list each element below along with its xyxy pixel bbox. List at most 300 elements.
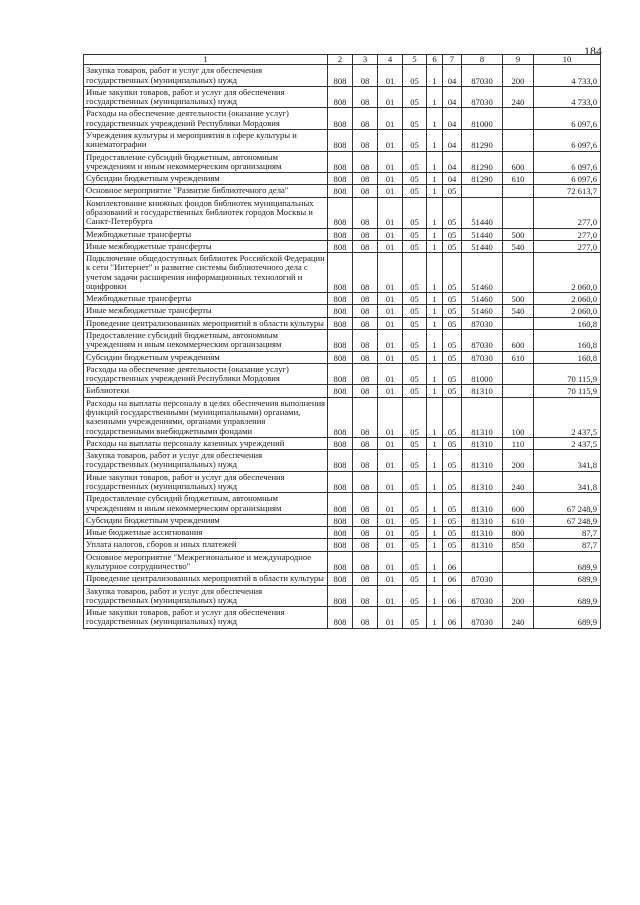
item-name-cell: Субсидии бюджетным учреждениям [84,173,328,185]
code-event-cell: 05 [443,228,462,240]
code-subprogram-cell: 1 [427,437,443,449]
code-program-cell: 05 [403,65,427,87]
table-row [84,527,601,539]
code-section-cell: 08 [353,108,378,130]
code-target-cell: 87030 [462,330,503,352]
amount-cell: 67 248,9 [534,493,601,515]
amount-cell: 70 115,9 [534,363,601,385]
code-ministry-cell: 808 [328,437,353,449]
code-event-cell: 06 [443,585,462,607]
code-program-cell: 05 [403,240,427,252]
item-name-cell: Предоставление субсидий бюджетным, автономным учреждениям и иным некоммерческим организациям [84,493,328,515]
code-ministry-cell: 808 [328,351,353,363]
table-row [84,197,601,228]
code-section-cell: 08 [353,551,378,573]
item-name-cell: Субсидии бюджетным учреждениям [84,351,328,363]
code-expense-type-cell: 500 [503,228,534,240]
code-target-cell: 81310 [462,514,503,526]
code-subsection-cell: 01 [378,471,403,493]
table-row [84,65,601,87]
code-section-cell: 08 [353,330,378,352]
code-event-cell: 05 [443,185,462,197]
header-cell: 1 [84,55,328,65]
code-target-cell [462,551,503,573]
code-section-cell: 08 [353,240,378,252]
code-program-cell: 05 [403,539,427,551]
code-program-cell: 05 [403,437,427,449]
code-ministry-cell: 808 [328,240,353,252]
code-subsection-cell: 01 [378,173,403,185]
code-ministry-cell: 808 [328,539,353,551]
code-subprogram-cell: 1 [427,240,443,252]
code-section-cell: 08 [353,351,378,363]
code-ministry-cell: 808 [328,228,353,240]
code-expense-type-cell [503,108,534,130]
code-subsection-cell: 01 [378,493,403,515]
code-program-cell: 05 [403,385,427,397]
code-expense-type-cell: 200 [503,585,534,607]
code-expense-type-cell: 200 [503,65,534,87]
item-name-cell: Библиотеки [84,385,328,397]
code-section-cell: 08 [353,471,378,493]
code-target-cell: 81290 [462,173,503,185]
code-subsection-cell: 01 [378,240,403,252]
code-subprogram-cell: 1 [427,363,443,385]
table-row [84,293,601,305]
code-event-cell: 05 [443,385,462,397]
code-expense-type-cell [503,197,534,228]
code-subsection-cell: 01 [378,585,403,607]
code-program-cell: 05 [403,493,427,515]
code-expense-type-cell: 850 [503,539,534,551]
code-subprogram-cell: 1 [427,527,443,539]
code-subsection-cell: 01 [378,185,403,197]
amount-cell: 341,8 [534,471,601,493]
item-name-cell: Иные закупки товаров, работ и услуг для обеспечения государственных (муниципальных) нужд [84,607,328,629]
code-expense-type-cell: 600 [503,330,534,352]
code-event-cell: 04 [443,65,462,87]
amount-cell: 277,0 [534,197,601,228]
code-event-cell: 05 [443,305,462,317]
code-subprogram-cell: 1 [427,539,443,551]
header-cell: 8 [462,55,503,65]
code-event-cell: 04 [443,151,462,173]
code-expense-type-cell [503,385,534,397]
item-name-cell: Подключение общедоступных библиотек Российской Федерации к сети "Интернет" и развитие системы библиотечного дела с учетом задачи расширения информационных технологий и оцифровки [84,253,328,293]
code-ministry-cell: 808 [328,65,353,87]
code-ministry-cell: 808 [328,471,353,493]
code-event-cell: 05 [443,437,462,449]
table-row [84,173,601,185]
code-ministry-cell: 808 [328,305,353,317]
code-ministry-cell: 808 [328,197,353,228]
code-section-cell: 08 [353,197,378,228]
code-program-cell: 05 [403,363,427,385]
code-section-cell: 08 [353,293,378,305]
code-expense-type-cell [503,363,534,385]
table-row [84,551,601,573]
code-subsection-cell: 01 [378,65,403,87]
code-expense-type-cell: 100 [503,397,534,437]
code-subprogram-cell: 1 [427,173,443,185]
code-target-cell: 51460 [462,293,503,305]
code-target-cell: 87030 [462,351,503,363]
code-target-cell: 81310 [462,397,503,437]
item-name-cell: Иные бюджетные ассигнования [84,527,328,539]
code-event-cell: 05 [443,539,462,551]
code-section-cell: 08 [353,450,378,472]
code-ministry-cell: 808 [328,363,353,385]
item-name-cell: Проведение централизованных мероприятий в области культуры [84,573,328,585]
code-event-cell: 05 [443,363,462,385]
code-event-cell: 04 [443,86,462,108]
header-cell: 7 [443,55,462,65]
code-subsection-cell: 01 [378,385,403,397]
code-section-cell: 08 [353,539,378,551]
table-row [84,151,601,173]
amount-cell: 341,8 [534,450,601,472]
code-ministry-cell: 808 [328,173,353,185]
table-row [84,573,601,585]
table-body [84,65,601,628]
code-program-cell: 05 [403,607,427,629]
code-subprogram-cell: 1 [427,450,443,472]
code-subsection-cell: 01 [378,228,403,240]
code-subsection-cell: 01 [378,363,403,385]
code-target-cell: 81310 [462,450,503,472]
code-subprogram-cell: 1 [427,317,443,329]
table-row [84,330,601,352]
code-expense-type-cell: 600 [503,151,534,173]
code-event-cell: 06 [443,607,462,629]
code-expense-type-cell: 240 [503,86,534,108]
table-row [84,539,601,551]
code-target-cell: 81310 [462,527,503,539]
code-event-cell: 05 [443,527,462,539]
code-subprogram-cell: 1 [427,573,443,585]
code-section-cell: 08 [353,437,378,449]
code-expense-type-cell: 540 [503,305,534,317]
amount-cell: 277,0 [534,228,601,240]
page-number: 184 [584,44,602,58]
table-row [84,607,601,629]
item-name-cell: Расходы на обеспечение деятельности (оказание услуг) государственных учреждений Республики Мордовия [84,363,328,385]
table-row [84,108,601,130]
item-name-cell: Закупка товаров, работ и услуг для обеспечения государственных (муниципальных) нужд [84,65,328,87]
amount-cell: 2 437,5 [534,437,601,449]
item-name-cell: Предоставление субсидий бюджетным, автономным учреждениям и иным некоммерческим организациям [84,151,328,173]
code-ministry-cell: 808 [328,527,353,539]
code-ministry-cell: 808 [328,185,353,197]
code-expense-type-cell: 540 [503,240,534,252]
code-target-cell: 87030 [462,607,503,629]
code-subsection-cell: 01 [378,305,403,317]
code-ministry-cell: 808 [328,385,353,397]
code-expense-type-cell: 600 [503,493,534,515]
header-cell: 5 [403,55,427,65]
code-subsection-cell: 01 [378,129,403,151]
code-section-cell: 08 [353,228,378,240]
code-expense-type-cell: 610 [503,173,534,185]
item-name-cell: Проведение централизованных мероприятий в области культуры [84,317,328,329]
code-subsection-cell: 01 [378,397,403,437]
code-subsection-cell: 01 [378,197,403,228]
table-row [84,228,601,240]
code-section-cell: 08 [353,493,378,515]
code-target-cell: 81290 [462,129,503,151]
code-expense-type-cell: 240 [503,471,534,493]
code-section-cell: 08 [353,173,378,185]
code-expense-type-cell [503,253,534,293]
code-subprogram-cell: 1 [427,471,443,493]
item-name-cell: Комплектование книжных фондов библиотек муниципальных образований и государственных библиотек городов Москвы и Санкт-Петербурга [84,197,328,228]
table-row [84,317,601,329]
table-row [84,437,601,449]
code-event-cell: 05 [443,397,462,437]
code-ministry-cell: 808 [328,397,353,437]
code-subprogram-cell: 1 [427,253,443,293]
code-section-cell: 08 [353,305,378,317]
code-expense-type-cell: 240 [503,607,534,629]
amount-cell: 70 115,9 [534,385,601,397]
code-subsection-cell: 01 [378,437,403,449]
header-cell: 10 [534,55,601,65]
code-subsection-cell: 01 [378,108,403,130]
code-event-cell: 04 [443,173,462,185]
code-subprogram-cell: 1 [427,228,443,240]
code-expense-type-cell [503,551,534,573]
code-subsection-cell: 01 [378,514,403,526]
table-header-row [84,55,601,65]
code-subprogram-cell: 1 [427,493,443,515]
code-program-cell: 05 [403,293,427,305]
code-target-cell [462,185,503,197]
code-program-cell: 05 [403,585,427,607]
code-event-cell: 06 [443,551,462,573]
code-event-cell: 04 [443,108,462,130]
amount-cell: 2 437,5 [534,397,601,437]
code-program-cell: 05 [403,351,427,363]
code-subsection-cell: 01 [378,573,403,585]
code-program-cell: 05 [403,450,427,472]
code-subsection-cell: 01 [378,253,403,293]
code-subprogram-cell: 1 [427,129,443,151]
code-ministry-cell: 808 [328,514,353,526]
code-subprogram-cell: 1 [427,185,443,197]
code-target-cell: 81310 [462,539,503,551]
code-ministry-cell: 808 [328,330,353,352]
header-cell: 9 [503,55,534,65]
header-cell: 3 [353,55,378,65]
code-event-cell: 05 [443,253,462,293]
code-ministry-cell: 808 [328,86,353,108]
table-row [84,305,601,317]
code-subsection-cell: 01 [378,527,403,539]
table-row [84,385,601,397]
item-name-cell: Иные закупки товаров, работ и услуг для обеспечения государственных (муниципальных) нужд [84,471,328,493]
code-target-cell: 87030 [462,585,503,607]
code-program-cell: 05 [403,253,427,293]
table-row [84,351,601,363]
amount-cell: 87,7 [534,527,601,539]
code-event-cell: 05 [443,293,462,305]
code-subsection-cell: 01 [378,539,403,551]
code-target-cell: 81310 [462,471,503,493]
amount-cell: 6 097,6 [534,108,601,130]
code-target-cell: 81000 [462,363,503,385]
code-event-cell: 06 [443,573,462,585]
code-subprogram-cell: 1 [427,607,443,629]
code-event-cell: 05 [443,450,462,472]
code-section-cell: 08 [353,151,378,173]
code-event-cell: 05 [443,330,462,352]
code-expense-type-cell: 200 [503,450,534,472]
amount-cell: 2 060,0 [534,253,601,293]
code-program-cell: 05 [403,129,427,151]
item-name-cell: Основное мероприятие "Межрегиональное и международное культурное сотрудничество" [84,551,328,573]
code-subsection-cell: 01 [378,450,403,472]
code-ministry-cell: 808 [328,293,353,305]
code-section-cell: 08 [353,363,378,385]
code-expense-type-cell [503,129,534,151]
code-section-cell: 08 [353,317,378,329]
table-row [84,493,601,515]
code-subprogram-cell: 1 [427,385,443,397]
code-subprogram-cell: 1 [427,305,443,317]
item-name-cell: Закупка товаров, работ и услуг для обеспечения государственных (муниципальных) нужд [84,450,328,472]
table-row [84,240,601,252]
code-subprogram-cell: 1 [427,197,443,228]
code-expense-type-cell [503,185,534,197]
item-name-cell: Субсидии бюджетным учреждениям [84,514,328,526]
amount-cell: 87,7 [534,539,601,551]
code-program-cell: 05 [403,514,427,526]
code-section-cell: 08 [353,573,378,585]
code-subsection-cell: 01 [378,351,403,363]
item-name-cell: Расходы на обеспечение деятельности (оказание услуг) государственных учреждений Республики Мордовия [84,108,328,130]
code-section-cell: 08 [353,65,378,87]
code-ministry-cell: 808 [328,573,353,585]
code-expense-type-cell [503,317,534,329]
code-program-cell: 05 [403,527,427,539]
code-program-cell: 05 [403,228,427,240]
code-subprogram-cell: 1 [427,108,443,130]
code-section-cell: 08 [353,185,378,197]
code-ministry-cell: 808 [328,108,353,130]
code-section-cell: 08 [353,86,378,108]
amount-cell: 6 097,6 [534,173,601,185]
amount-cell: 689,9 [534,607,601,629]
code-event-cell: 05 [443,471,462,493]
amount-cell: 277,0 [534,240,601,252]
code-subprogram-cell: 1 [427,293,443,305]
code-subsection-cell: 01 [378,317,403,329]
code-ministry-cell: 808 [328,151,353,173]
amount-cell: 2 060,0 [534,305,601,317]
code-subprogram-cell: 1 [427,86,443,108]
code-expense-type-cell: 500 [503,293,534,305]
code-subprogram-cell: 1 [427,397,443,437]
table-row [84,129,601,151]
code-target-cell: 87030 [462,317,503,329]
code-section-cell: 08 [353,385,378,397]
code-target-cell: 81310 [462,385,503,397]
code-target-cell: 51460 [462,305,503,317]
code-target-cell: 87030 [462,573,503,585]
header-cell: 6 [427,55,443,65]
code-subprogram-cell: 1 [427,330,443,352]
code-target-cell: 51440 [462,228,503,240]
code-event-cell: 05 [443,493,462,515]
code-event-cell: 05 [443,351,462,363]
amount-cell: 4 733,0 [534,65,601,87]
code-subsection-cell: 01 [378,151,403,173]
table-row [84,86,601,108]
item-name-cell: Закупка товаров, работ и услуг для обеспечения государственных (муниципальных) нужд [84,585,328,607]
code-ministry-cell: 808 [328,607,353,629]
amount-cell: 67 248,9 [534,514,601,526]
amount-cell: 4 733,0 [534,86,601,108]
amount-cell: 689,9 [534,585,601,607]
code-section-cell: 08 [353,129,378,151]
code-ministry-cell: 808 [328,253,353,293]
code-program-cell: 05 [403,108,427,130]
item-name-cell: Расходы на выплаты персоналу казенных учреждений [84,437,328,449]
code-expense-type-cell: 800 [503,527,534,539]
code-subprogram-cell: 1 [427,551,443,573]
table-row [84,363,601,385]
item-name-cell: Межбюджетные трансферты [84,228,328,240]
code-subprogram-cell: 1 [427,351,443,363]
code-section-cell: 08 [353,585,378,607]
code-event-cell: 05 [443,317,462,329]
item-name-cell: Расходы на выплаты персоналу в целях обеспечения выполнения функций государственными (муниципальными) органами, казенными учреждениями, органами управления государственными внебюджетными фондами [84,397,328,437]
header-cell: 4 [378,55,403,65]
item-name-cell: Межбюджетные трансферты [84,293,328,305]
table-row [84,471,601,493]
code-program-cell: 05 [403,151,427,173]
item-name-cell: Уплата налогов, сборов и иных платежей [84,539,328,551]
code-expense-type-cell: 110 [503,437,534,449]
code-section-cell: 08 [353,253,378,293]
code-subprogram-cell: 1 [427,151,443,173]
code-ministry-cell: 808 [328,317,353,329]
item-name-cell: Иные межбюджетные трансферты [84,305,328,317]
budget-table [83,54,601,629]
code-program-cell: 05 [403,551,427,573]
table-row [84,585,601,607]
code-subprogram-cell: 1 [427,585,443,607]
code-ministry-cell: 808 [328,129,353,151]
amount-cell: 160,8 [534,317,601,329]
code-program-cell: 05 [403,305,427,317]
code-subprogram-cell: 1 [427,65,443,87]
code-target-cell: 51460 [462,253,503,293]
table-row [84,397,601,437]
code-ministry-cell: 808 [328,585,353,607]
code-subsection-cell: 01 [378,551,403,573]
code-target-cell: 81310 [462,437,503,449]
amount-cell: 72 613,7 [534,185,601,197]
code-event-cell: 05 [443,240,462,252]
code-target-cell: 81290 [462,151,503,173]
code-program-cell: 05 [403,330,427,352]
code-target-cell: 81310 [462,493,503,515]
table-row [84,514,601,526]
code-ministry-cell: 808 [328,493,353,515]
code-target-cell: 87030 [462,65,503,87]
code-expense-type-cell: 610 [503,351,534,363]
